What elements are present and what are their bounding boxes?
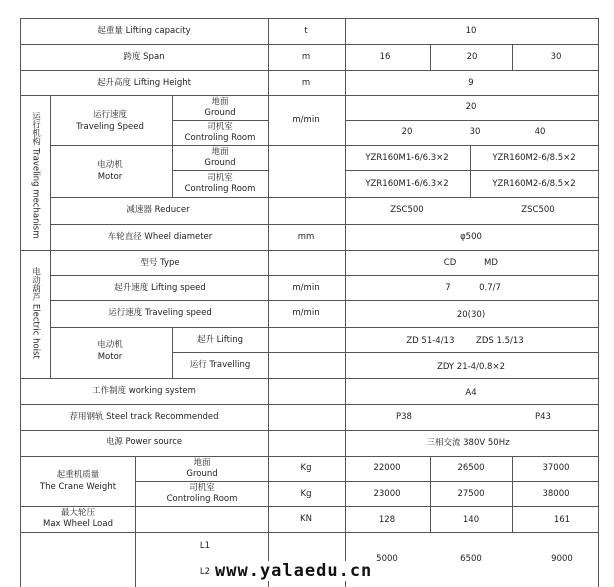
max-wheel-load-unit: KN <box>300 514 312 524</box>
weight-ground-value-1: 22000 <box>373 463 401 473</box>
traveling-speed-cabin-2: 30 <box>469 127 481 137</box>
max-wheel-load-label-cn: 最大轮压 <box>60 508 96 518</box>
weight-cabin-value-2: 27500 <box>457 489 485 499</box>
weight-cabin-unit: Kg <box>300 489 312 499</box>
max-wheel-load-value-3: 161 <box>553 515 571 525</box>
lifting-height-unit: m <box>301 78 311 88</box>
hoist-lifting-speed-value-2: 0.7/7 <box>479 283 501 293</box>
hoist-type-label: 型号 Type <box>140 258 180 268</box>
traveling-mechanism-group-label: 运行机构 Traveling mechanism <box>30 111 41 239</box>
hoist-traveling-speed-label: 运行速度 Traveling speed <box>108 308 212 318</box>
dimension-l2-label: L2 <box>199 567 211 577</box>
weight-cabin-value-1: 23000 <box>373 489 401 499</box>
traveling-speed-unit: m/min <box>292 115 320 125</box>
crane-weight-label-cn: 起重机质量 <box>56 470 100 480</box>
power-source-value: 三相交流 380V 50Hz <box>426 438 510 448</box>
weight-cabin-cn: 司机室 <box>189 483 215 493</box>
steel-track-label: 荐用钢轨 Steel track Recommended <box>69 412 219 422</box>
lifting-capacity-value: 10 <box>465 26 477 36</box>
hoist-motor-label: 电动机 <box>97 340 123 350</box>
working-system-label: 工作制度 working system <box>92 386 196 396</box>
motor-ground-value-2: YZR160M2-6/8.5×2 <box>492 153 576 163</box>
wheel-diameter-unit: mm <box>297 232 315 242</box>
dimension-l1-label: L1 <box>199 541 211 551</box>
traveling-speed-cabin-1: 20 <box>401 127 413 137</box>
weight-ground-value-2: 26500 <box>457 463 485 473</box>
hoist-lifting-speed-unit: m/min <box>292 283 320 293</box>
hoist-lifting-speed-label: 起升速度 Lifting speed <box>114 283 206 293</box>
lifting-capacity-unit: t <box>304 26 308 36</box>
travel-motor-label: 电动机 <box>97 160 123 170</box>
weight-ground-value-3: 37000 <box>542 463 570 473</box>
hoist-lifting-motor-value: ZD 51-4/13 ZDS 1.5/13 <box>406 336 524 346</box>
weight-ground-unit: Kg <box>300 463 312 473</box>
hoist-traveling-speed-unit: m/min <box>292 308 320 318</box>
travel-ground-en: Ground <box>204 108 236 118</box>
dimension-value-2: 6500 <box>460 554 482 564</box>
dimension-value-1: 5000 <box>376 554 398 564</box>
hoist-type-md: MD <box>484 258 498 268</box>
span-label: 跨度 Span <box>123 52 165 62</box>
travel-motor-label-en: Motor <box>97 172 123 182</box>
weight-cabin-value-3: 38000 <box>542 489 570 499</box>
weight-cabin-en: Controling Room <box>166 494 238 504</box>
watermark-text: www.yalaedu.cn <box>212 561 375 581</box>
max-wheel-load-value-1: 128 <box>378 515 396 525</box>
steel-track-value-1: P38 <box>396 412 412 422</box>
travel-cabin-en: Controling Room <box>184 133 256 143</box>
span-value-1: 16 <box>379 52 391 62</box>
traveling-speed-ground: 20 <box>465 102 477 112</box>
working-system-value: A4 <box>465 388 477 398</box>
max-wheel-load-label-en: Max Wheel Load <box>43 519 113 529</box>
span-unit: m <box>301 52 311 62</box>
motor-ground-value-1: YZR160M1-6/6.3×2 <box>365 153 449 163</box>
travel-cabin-cn: 司机室 <box>207 122 233 132</box>
reducer-value-1: ZSC500 <box>390 205 424 215</box>
wheel-diameter-value: φ500 <box>460 232 482 242</box>
motor-ground-cn: 地面 <box>211 147 229 157</box>
weight-ground-en: Ground <box>186 469 218 479</box>
reducer-label: 减速器 Reducer <box>126 205 190 215</box>
span-value-2: 20 <box>466 52 478 62</box>
lifting-capacity-label: 起重量 Lifting capacity <box>97 26 191 36</box>
max-wheel-load-value-2: 140 <box>462 515 480 525</box>
hoist-traveling-speed-value: 20(30) <box>456 310 486 320</box>
hoist-traveling-motor-value: ZDY 21-4/0.8×2 <box>437 362 505 372</box>
wheel-diameter-label: 车轮直径 Wheel diameter <box>107 232 213 242</box>
travel-ground-cn: 地面 <box>211 97 229 107</box>
hoist-motor-label-en: Motor <box>97 352 123 362</box>
lifting-height-label: 起升高度 Lifting Height <box>97 78 191 88</box>
power-source-label: 电源 Power source <box>105 437 183 447</box>
hoist-lifting-label: 起升 Lifting <box>196 335 244 345</box>
span-value-3: 30 <box>550 52 562 62</box>
reducer-value-2: ZSC500 <box>521 205 555 215</box>
steel-track-value-2: P43 <box>535 412 551 422</box>
lifting-height-value: 9 <box>468 78 474 88</box>
electric-hoist-group-label: 电动葫芦 Electric hoist <box>30 267 41 359</box>
traveling-speed-label: 运行速度 <box>92 110 128 120</box>
motor-cabin-value-1: YZR160M1-6/6.3×2 <box>365 179 449 189</box>
hoist-lifting-speed-value-1: 7 <box>445 283 451 293</box>
traveling-speed-label-en: Traveling Speed <box>76 122 144 132</box>
motor-cabin-value-2: YZR160M2-6/8.5×2 <box>492 179 576 189</box>
motor-ground-en: Ground <box>204 158 236 168</box>
traveling-speed-cabin-3: 40 <box>534 127 546 137</box>
motor-cabin-en: Controling Room <box>184 184 256 194</box>
dimension-value-3: 9000 <box>551 554 573 564</box>
weight-ground-cn: 地面 <box>193 458 211 468</box>
motor-cabin-cn: 司机室 <box>207 173 233 183</box>
hoist-traveling-label: 运行 Travelling <box>189 360 251 370</box>
hoist-type-cd: CD <box>443 258 457 268</box>
crane-weight-label-en: The Crane Weight <box>39 482 117 492</box>
